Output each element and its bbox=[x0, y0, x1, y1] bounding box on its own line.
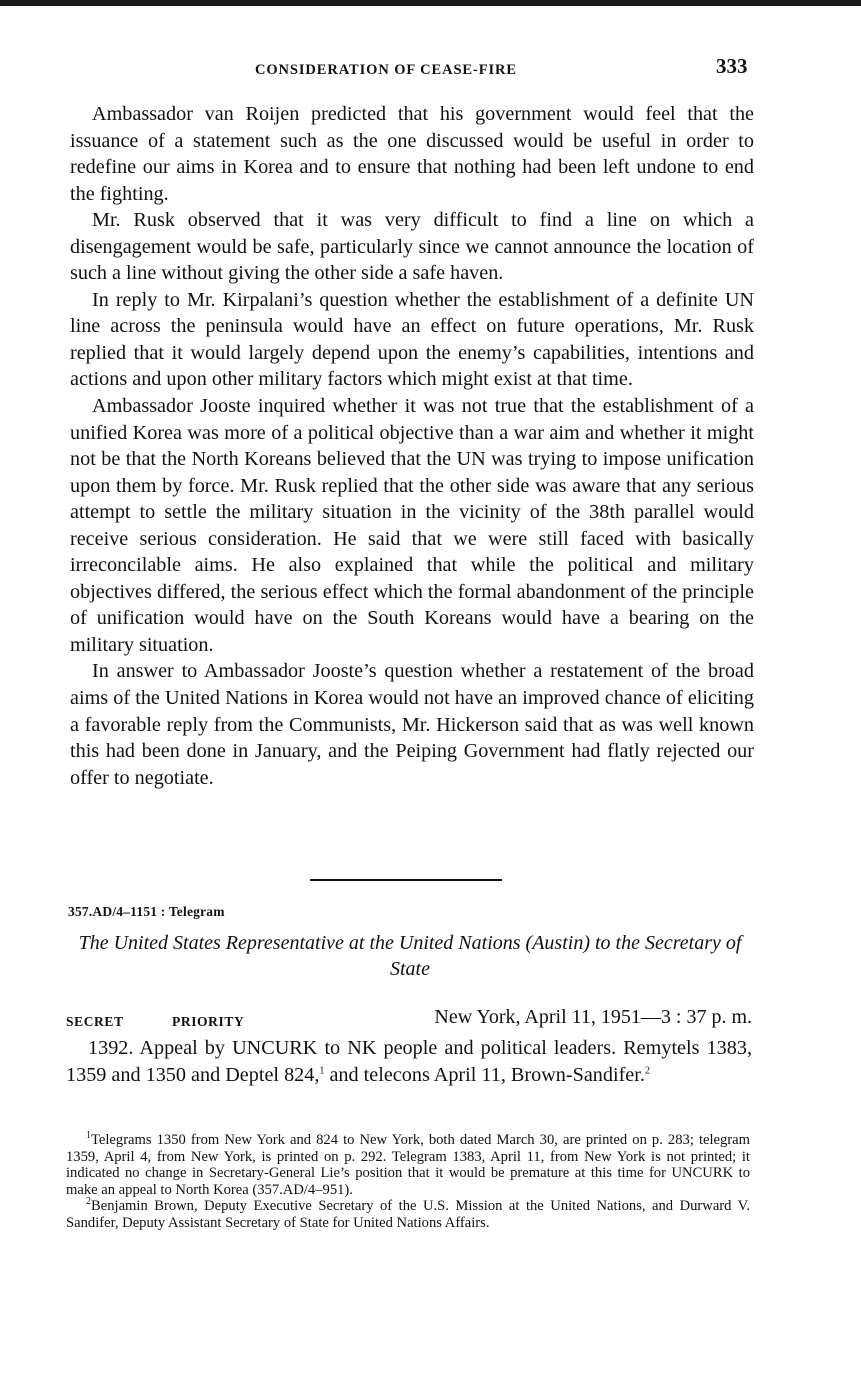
telegram-paragraph bbox=[66, 1035, 752, 1089]
document-title: The United States Representative at the United Nations (Austin) to the Secretary of State bbox=[78, 932, 742, 980]
footnote-ref-1: 1 bbox=[319, 1065, 325, 1077]
running-head: CONSIDERATION OF CEASE-FIRE bbox=[255, 62, 517, 78]
top-border-rule bbox=[0, 0, 861, 6]
telegram-text-main: 1392. Appeal by UNCURK to NK people and political leaders. Remytels 1383, 1359 and 1350 and Deptel 824, bbox=[66, 1037, 752, 1086]
paragraph: Ambassador Jooste inquired whether it was not true that the establishment of a unified Korea was more of a political objective than a war aim and whether it might not be that the North Koreans believed that the UN was trying to impose unification upon them by force. Mr. Rusk replied that the other side was aware that any serious attempt to settle the military situation in the vicinity of the 38th parallel would receive serious consideration. He said that we were still faced with basically irreconcilable aims. He also explained that while the political and military objectives differed, the serious effect which the formal abandonment of the principle of unification would have on the South Koreans would have a bearing on the military situation. bbox=[70, 395, 754, 656]
paragraph: In reply to Mr. Kirpalani’s question whether the establishment of a definite UN line across the peninsula would have an effect on future operations, Mr. Rusk replied that it would largely depend upon the enemy’s capabilities, intentions and actions and upon other military factors which might exist at that time. bbox=[70, 288, 754, 391]
dateline bbox=[66, 1006, 752, 1036]
file-reference: 357.AD/4–1151 : Telegram bbox=[68, 904, 225, 919]
paragraph: Ambassador van Roijen predicted that his government would feel that the issuance of a statement such as the one discussed would be useful in order to redefine our aims in Korea and to ensure that nothing had been left undone to end the fighting. bbox=[70, 103, 754, 205]
footnote-text: Benjamin Brown, Deputy Executive Secretary of the U.S. Mission at the United Nations, and Durward V. Sandifer, Deputy Assistant Secretary of State for United Nations Affairs. bbox=[66, 1198, 750, 1231]
classification-label: SECRET bbox=[66, 1014, 124, 1029]
footnote-ref-2: 2 bbox=[644, 1065, 650, 1077]
footnote-marker: 1 bbox=[86, 1130, 91, 1142]
telegram-text-middle: and telecons April 11, Brown-Sandifer. bbox=[324, 1064, 645, 1086]
paragraph: In answer to Ambassador Jooste’s question whether a restatement of the broad aims of the United Nations in Korea would not have an improved chance of eliciting a favorable reply from the Communists, Mr. Hickerson said that as was well known this had been done in January, and the Peiping Government had flatly rejected our offer to negotiate. bbox=[70, 660, 754, 789]
precedence-label: PRIORITY bbox=[172, 1014, 245, 1029]
footnotes bbox=[66, 1132, 750, 1232]
section-divider bbox=[310, 879, 502, 881]
footnote bbox=[66, 1132, 750, 1198]
place-date: New York, April 11, 1951—3 : 37 p. m. bbox=[434, 1006, 752, 1028]
telegram-text bbox=[66, 1035, 752, 1089]
footnote-marker: 2 bbox=[86, 1196, 91, 1208]
paragraph: Mr. Rusk observed that it was very difficult to find a line on which a disengagement would be safe, particularly since we cannot announce the location of such a line without giving the other side a safe haven. bbox=[70, 209, 754, 285]
page-number: 333 bbox=[716, 54, 748, 78]
footnote bbox=[66, 1198, 750, 1231]
footnote-text: Telegrams 1350 from New York and 824 to New York, both dated March 30, are printed on p. 283; telegram 1359, April 4, from New York, is printed on p. 292. Telegram 1383, April 11, from New York is not printed; it indicated no change in Secretary-General Lie’s position that it would be premature at this time for UNCURK to make an appeal to North Korea (357.AD/4–951). bbox=[66, 1132, 750, 1198]
body-text bbox=[70, 101, 754, 791]
